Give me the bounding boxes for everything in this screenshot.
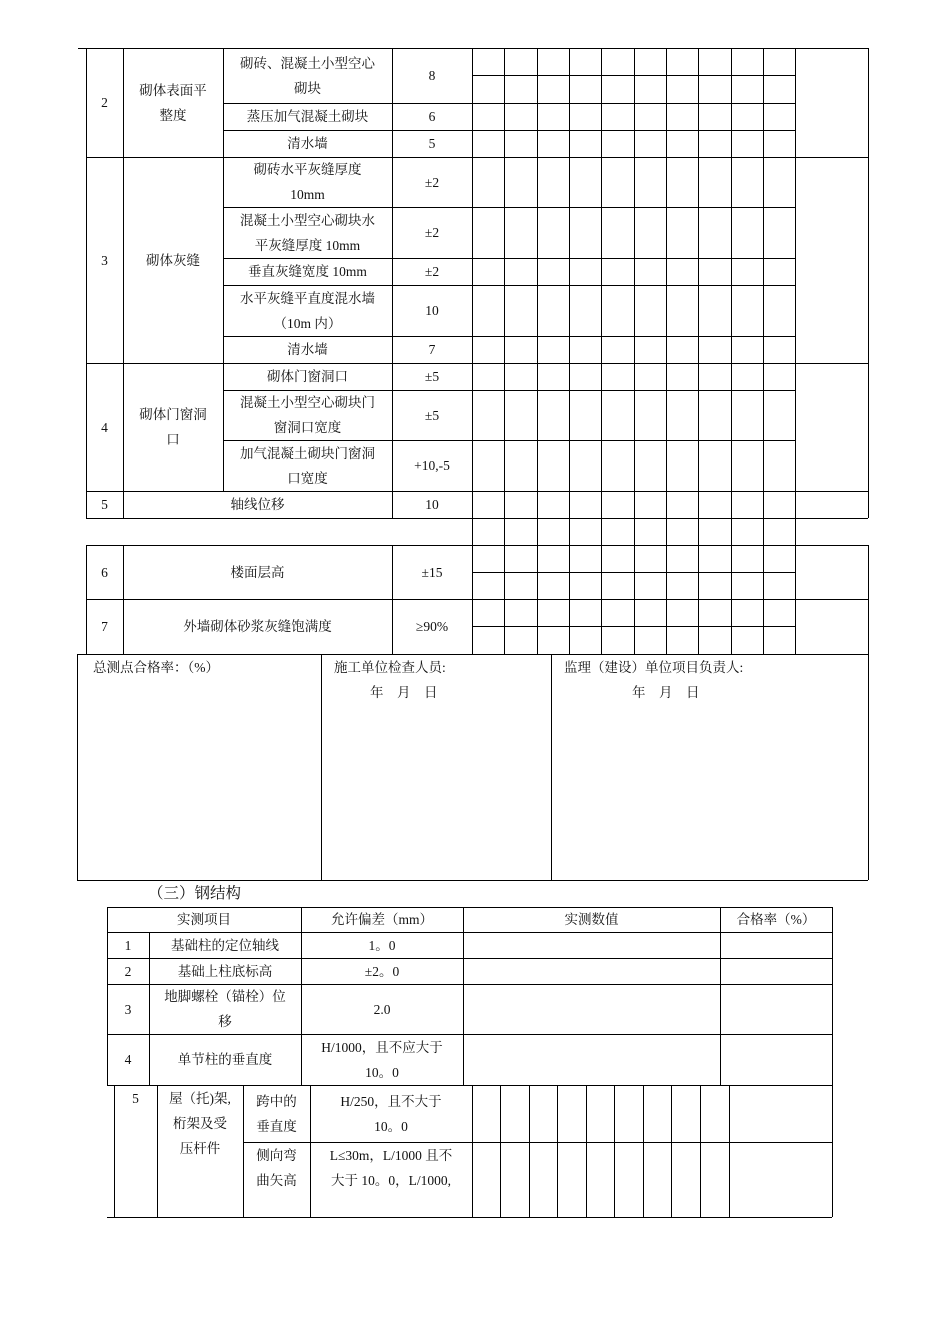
- row-3-sub-3-tol: ±2: [424, 264, 440, 279]
- steel-row-2-number: 2: [124, 963, 132, 979]
- row-4-sub-2-tol: ±5: [424, 407, 440, 423]
- steel-header-rate: 合格率（%）: [736, 912, 816, 927]
- row-3-sub-4-name: 水平灰缝平直度混水墙 （10m 内）: [240, 290, 375, 331]
- steel-row-2-item: 基础上柱底标高: [177, 963, 273, 979]
- row-2-sub-2-name: 蒸压加气混凝土砌块: [246, 109, 369, 124]
- row-3-number: 3: [101, 252, 108, 268]
- steel-row-1-item: 基础柱的定位轴线: [171, 937, 279, 953]
- steel-row-5-item: 屋（托)架, 桁架及受 压杆件: [169, 1091, 231, 1156]
- steel-row-4-number: 4: [124, 1052, 132, 1067]
- row-2-sub-1-tol: 8: [428, 68, 436, 83]
- row-4-sub-2-name: 混凝土小型空心砌块门 窗洞口宽度: [240, 395, 375, 435]
- row-7-item: 外墙砌体砂浆灰缝饱满度: [183, 619, 332, 634]
- steel-row-4-tol: H/1000，且不应大于 10。0: [321, 1039, 443, 1080]
- steel-header-tolerance: 允许偏差（mm）: [330, 912, 433, 927]
- steel-row-5-sub-1-tol: H/250，且不大于 10。0: [340, 1093, 442, 1134]
- row-4-sub-1-tol: ±5: [424, 369, 440, 384]
- steel-row-2-tol: ±2。0: [364, 963, 400, 979]
- steel-row-5-sub-2-name: 侧向弯 曲矢高: [256, 1148, 297, 1188]
- steel-row-1-tol: 1。0: [368, 937, 396, 953]
- steel-row-3-item: 地脚螺栓（锚栓）位 移: [164, 989, 286, 1029]
- row-3-sub-1-tol: ±2: [424, 174, 440, 190]
- row-3-sub-5-tol: 7: [428, 342, 436, 357]
- inspector-label: 施工单位检查人员:: [334, 660, 446, 675]
- row-5-tol: 10: [425, 497, 439, 512]
- row-4-sub-1-name: 砌体门窗洞口: [267, 369, 348, 384]
- steel-row-1-number: 1: [124, 937, 132, 953]
- row-3-item: 砌体灰缝: [146, 252, 200, 268]
- row-2-sub-2-tol: 6: [428, 109, 436, 124]
- steel-row-5-sub-2-tol: L≤30m，L/1000 且不 大于 10。0，L/1000,: [329, 1148, 453, 1188]
- row-3-sub-3-name: 垂直灰缝宽度 10mm: [248, 264, 367, 279]
- steel-row-4-item: 单节柱的垂直度: [177, 1052, 273, 1067]
- row-2-sub-3-name: 清水墙: [287, 136, 328, 151]
- steel-section-title: （三）钢结构: [148, 885, 242, 902]
- row-4-number: 4: [101, 419, 108, 435]
- row-3-sub-2-name: 混凝土小型空心砌块水 平灰缝厚度 10mm: [240, 212, 375, 253]
- row-4-sub-3-name: 加气混凝土砌块门窗洞 口宽度: [240, 445, 375, 486]
- row-4-sub-3-tol: +10,-5: [414, 458, 450, 473]
- row-6-item: 楼面层高: [230, 564, 285, 580]
- steel-row-5-number: 5: [132, 1091, 139, 1106]
- row-3-sub-5-name: 清水墙: [287, 342, 328, 357]
- steel-row-3-number: 3: [124, 1001, 132, 1017]
- inspector-date: 年 月 日: [370, 685, 438, 700]
- row-3-sub-2-tol: ±2: [424, 225, 440, 240]
- steel-row-5-sub-1-name: 跨中的 垂直度: [256, 1093, 297, 1134]
- row-3-sub-4-tol: 10: [425, 303, 439, 318]
- row-2-number: 2: [101, 95, 108, 110]
- row-2-item: 砌体表面平 整度: [139, 82, 207, 123]
- row-2-sub-3-tol: 5: [428, 136, 436, 151]
- pass-rate-label: 总测点合格率：（%）: [93, 660, 219, 675]
- row-4-item: 砌体门窗洞 口: [139, 407, 207, 447]
- row-5-number: 5: [101, 497, 108, 512]
- row-6-number: 6: [101, 564, 108, 580]
- steel-header-item: 实测项目: [177, 912, 231, 927]
- row-2-sub-1-name: 砌砖、混凝土小型空心 砌块: [240, 55, 375, 96]
- row-6-tol: ±15: [421, 564, 443, 580]
- row-7-tol: ≥90%: [415, 619, 449, 634]
- supervisor-label: 监理（建设）单位项目负责人:: [564, 660, 744, 675]
- row-5-item: 轴线位移: [230, 497, 285, 512]
- steel-header-measured: 实测数值: [564, 912, 619, 927]
- row-7-number: 7: [101, 619, 108, 634]
- row-3-sub-1-name: 砌砖水平灰缝厚度 10mm: [253, 162, 362, 202]
- supervisor-date: 年 月 日: [632, 685, 700, 700]
- steel-row-3-tol: 2.0: [373, 1001, 391, 1017]
